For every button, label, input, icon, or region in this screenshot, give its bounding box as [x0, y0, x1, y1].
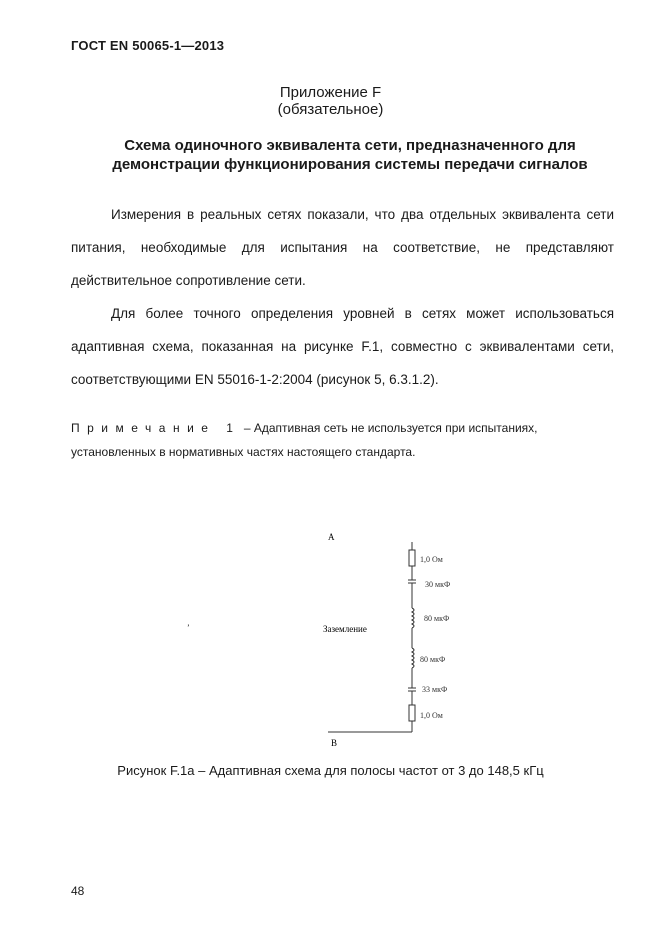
node-a-label: A: [328, 532, 335, 542]
node-b-label: B: [331, 738, 338, 748]
resistor-2-symbol: [409, 705, 415, 721]
appendix-status: (обязательное): [277, 101, 384, 118]
body-paragraph-1: [71, 198, 614, 297]
inductor-1-symbol: [412, 608, 414, 628]
capacitor-2-label: 33 мкФ: [422, 685, 448, 694]
inductor-2-symbol: [412, 648, 414, 668]
note-text-line2: установленных в нормативных частях настоящего стандарта.: [71, 445, 416, 459]
ground-label: Заземление: [323, 624, 367, 634]
inductor-1-label: 80 мкФ: [424, 614, 450, 623]
appendix-heading-line2: демонстрации функционирования системы передачи сигналов: [112, 156, 588, 173]
resistor-1-symbol: [409, 550, 415, 566]
inductor-2-label: 80 мкФ: [420, 655, 446, 664]
resistor-2-label: 1,0 Ом: [420, 711, 443, 720]
note-text: – Адаптивная сеть не используется при испытаниях,: [243, 421, 538, 435]
capacitor-1-label: 30 мкФ: [425, 580, 451, 589]
figure-caption: Рисунок F.1а – Адаптивная схема для полосы частот от 3 до 148,5 кГц: [117, 763, 544, 778]
circuit-diagram: [0, 520, 661, 755]
resistor-1-label: 1,0 Ом: [420, 555, 443, 564]
appendix-title: Приложение F: [279, 84, 382, 101]
circuit-wiring: [328, 542, 416, 732]
document-header: ГОСТ EN 50065-1—2013: [71, 38, 225, 53]
body-paragraph-2: [71, 297, 614, 396]
appendix-heading: [80, 136, 620, 174]
page-number: 48: [71, 884, 85, 898]
appendix-heading-line1: Схема одиночного эквивалента сети, предназначенного для: [124, 137, 576, 154]
note-label: Примечание 1: [71, 421, 241, 435]
stray-mark: ʼ: [187, 623, 190, 632]
paragraph-1-text: Измерения в реальных сетях показали, что два отдельных эквивалента сети питания, необходимые для испытания на соответствие, не представляют действительное сопротивление сети.: [71, 207, 614, 288]
paragraph-2-text: Для более точного определения уровней в сетях может использоваться адаптивная схема, показанная на рисунке F.1, совместно с эквивалентами сети, соответствующими EN 55016-1-2:2004 (рисунок 5, 6.3.1.2).: [71, 306, 614, 387]
note-block: [71, 416, 614, 464]
